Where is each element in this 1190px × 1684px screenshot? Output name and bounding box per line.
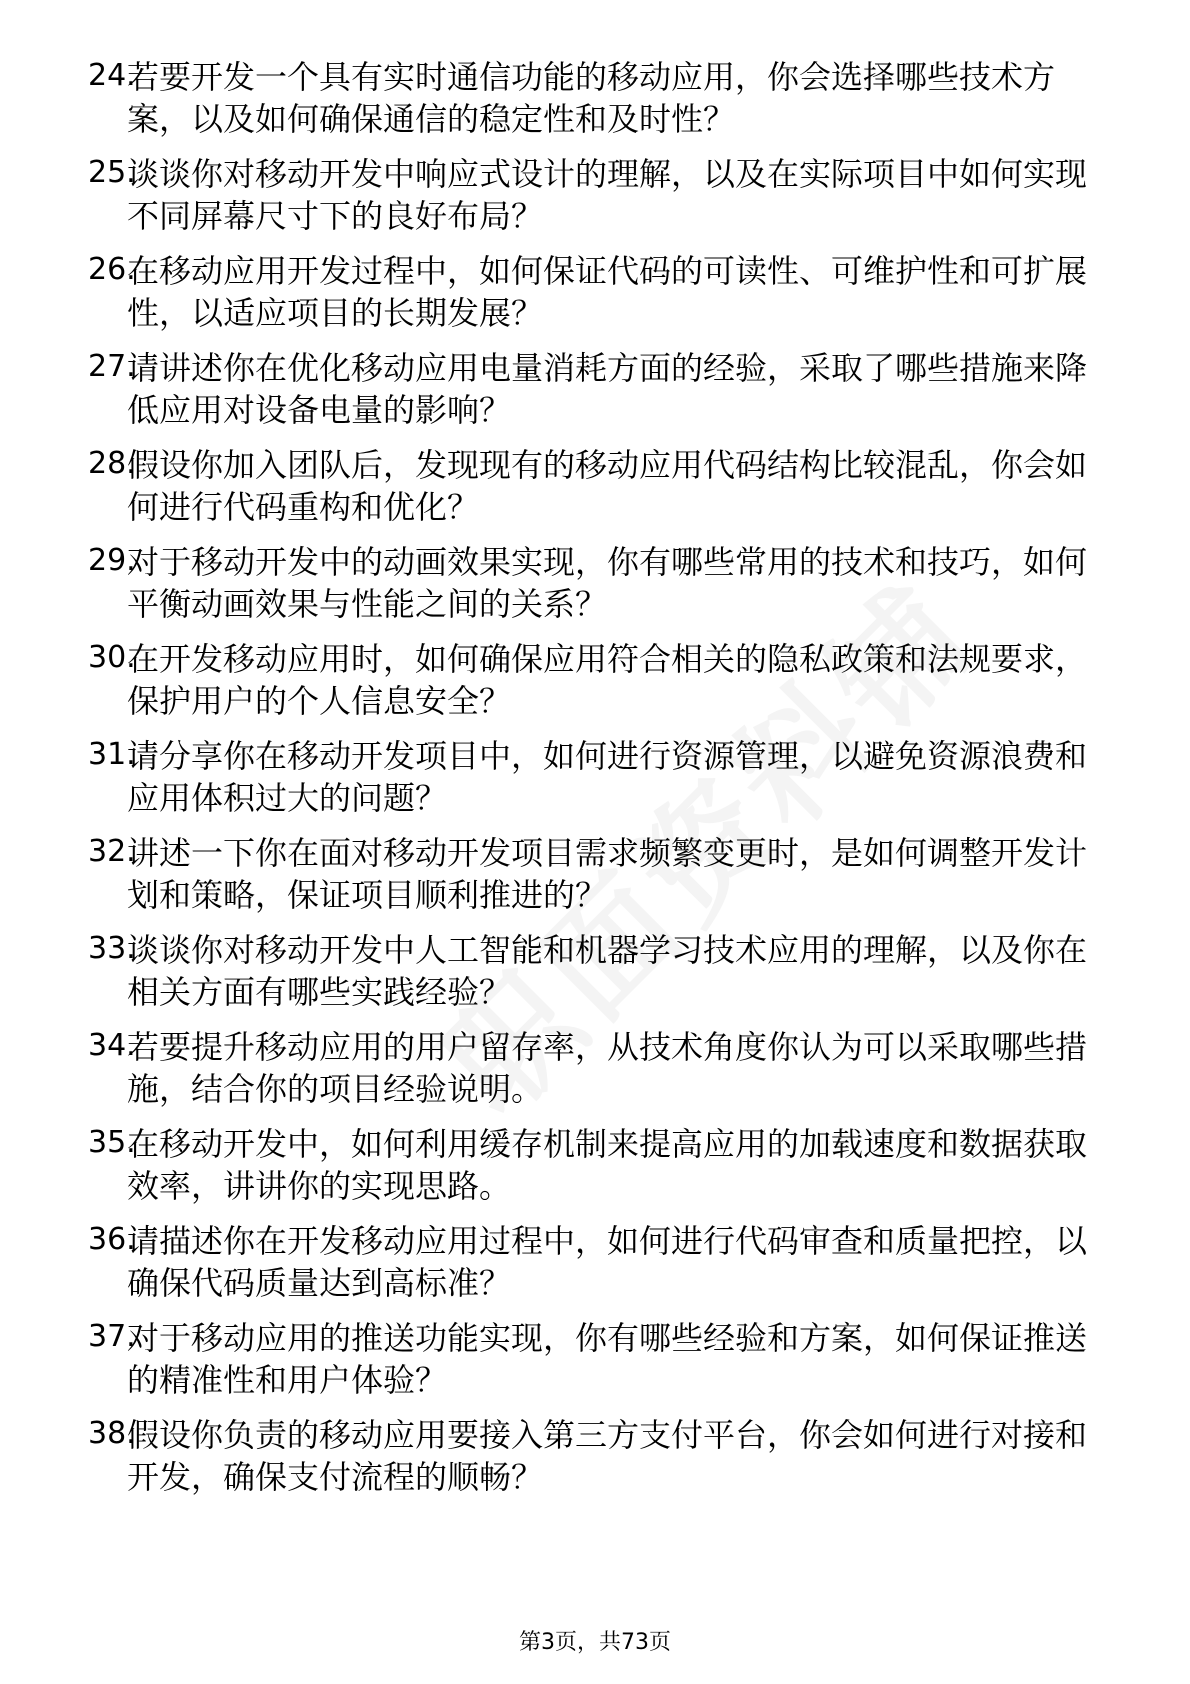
list-item xyxy=(0,1204,1190,1301)
list-item xyxy=(0,1301,1190,1398)
question-number: 24. xyxy=(88,58,136,93)
list-item xyxy=(0,525,1190,622)
question-number: 37. xyxy=(88,1319,136,1354)
question-number: 34. xyxy=(88,1028,136,1063)
question-text: 谈谈你对移动开发中响应式设计的理解，以及在实际项目中如何实现不同屏幕尺寸下的良好布局？ xyxy=(127,155,1088,235)
question-text: 请描述你在开发移动应用过程中，如何进行代码审查和质量把控，以确保代码质量达到高标准？ xyxy=(127,1222,1088,1302)
list-item xyxy=(0,1398,1190,1495)
question-number: 28. xyxy=(88,446,136,481)
question-number: 27. xyxy=(88,349,136,384)
question-text: 若要开发一个具有实时通信功能的移动应用，你会选择哪些技术方案，以及如何确保通信的稳定性和及时性？ xyxy=(127,58,1056,138)
question-number: 36. xyxy=(88,1222,136,1257)
list-item xyxy=(0,622,1190,719)
list-item xyxy=(0,234,1190,331)
question-text: 请讲述你在优化移动应用电量消耗方面的经验，采取了哪些措施来降低应用对设备电量的影响？ xyxy=(127,349,1088,429)
list-item xyxy=(0,428,1190,525)
question-text: 在移动开发中，如何利用缓存机制来提高应用的加载速度和数据获取效率，讲讲你的实现思路。 xyxy=(127,1125,1088,1205)
question-number: 29. xyxy=(88,543,136,578)
question-number: 32. xyxy=(88,834,136,869)
question-number: 26. xyxy=(88,252,136,287)
question-text: 在移动应用开发过程中，如何保证代码的可读性、可维护性和可扩展性，以适应项目的长期发展？ xyxy=(127,252,1088,332)
list-item xyxy=(0,1010,1190,1107)
list-item xyxy=(0,719,1190,816)
list-item xyxy=(0,816,1190,913)
question-text: 请分享你在移动开发项目中，如何进行资源管理，以避免资源浪费和应用体积过大的问题？ xyxy=(127,737,1088,817)
list-item xyxy=(0,331,1190,428)
question-text: 假设你负责的移动应用要接入第三方支付平台，你会如何进行对接和开发，确保支付流程的顺畅？ xyxy=(127,1416,1088,1496)
list-item xyxy=(0,137,1190,234)
list-item xyxy=(0,40,1190,137)
question-text: 对于移动开发中的动画效果实现，你有哪些常用的技术和技巧，如何平衡动画效果与性能之间的关系？ xyxy=(127,543,1088,623)
question-number: 31. xyxy=(88,737,136,772)
question-text: 对于移动应用的推送功能实现，你有哪些经验和方案，如何保证推送的精准性和用户体验？ xyxy=(127,1319,1088,1399)
page-number: 第3页，共73页 xyxy=(519,1630,671,1655)
list-item xyxy=(0,913,1190,1010)
question-number: 38. xyxy=(88,1416,136,1451)
question-text: 假设你加入团队后，发现现有的移动应用代码结构比较混乱，你会如何进行代码重构和优化？ xyxy=(127,446,1088,526)
question-text: 讲述一下你在面对移动开发项目需求频繁变更时，是如何调整开发计划和策略，保证项目顺利推进的？ xyxy=(127,834,1088,914)
question-text: 谈谈你对移动开发中人工智能和机器学习技术应用的理解，以及你在相关方面有哪些实践经验？ xyxy=(127,931,1088,1011)
question-number: 25. xyxy=(88,155,136,190)
question-list xyxy=(0,40,1190,1495)
question-number: 35. xyxy=(88,1125,136,1160)
question-text: 若要提升移动应用的用户留存率，从技术角度你认为可以采取哪些措施，结合你的项目经验说明。 xyxy=(127,1028,1088,1108)
question-text: 在开发移动应用时，如何确保应用符合相关的隐私政策和法规要求，保护用户的个人信息安全？ xyxy=(127,640,1088,720)
list-item xyxy=(0,1107,1190,1204)
question-number: 30. xyxy=(88,640,136,675)
question-number: 33. xyxy=(88,931,136,966)
